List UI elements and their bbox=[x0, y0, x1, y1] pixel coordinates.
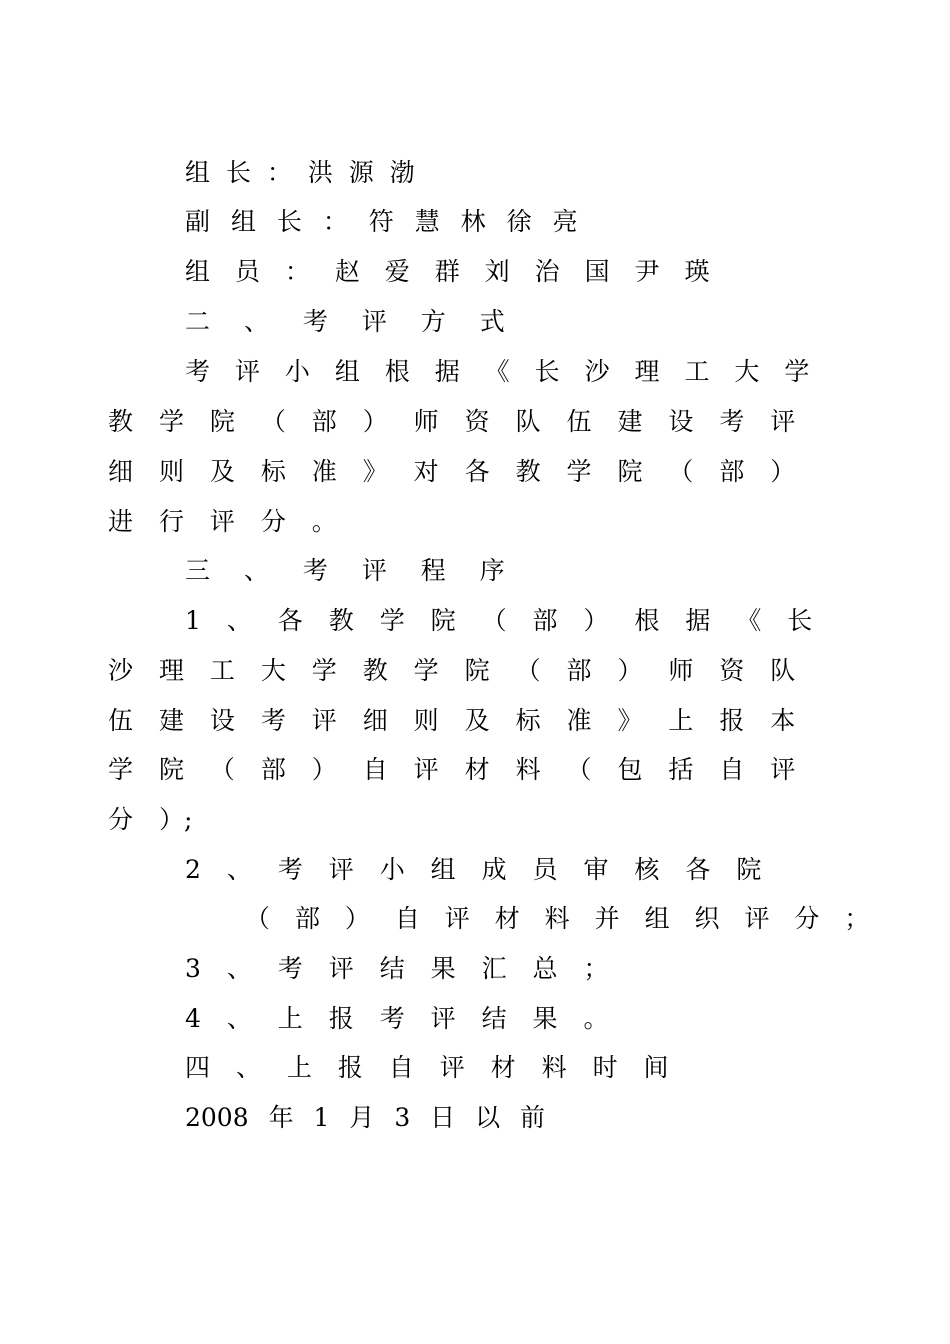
step-1-line-3: 伍 建 设 考 评 细 则 及 标 准 》 上 报 本 bbox=[108, 706, 796, 735]
step-1-line-1: 1 、 各 教 学 院 （ 部 ） 根 据 《 长 bbox=[185, 606, 813, 635]
section-2-heading: 二 、 考 评 方 式 bbox=[185, 307, 505, 336]
step-4-line: 4 、 上 报 考 评 结 果 。 bbox=[185, 1004, 609, 1033]
section-2-para-line-1: 考 评 小 组 根 据 《 长 沙 理 工 大 学 bbox=[185, 357, 810, 386]
section-2-para-line-3: 细 则 及 标 准 》 对 各 教 学 院 （ 部 ） bbox=[108, 457, 796, 486]
deadline-date: 2008 年 1 月 3 日 以 前 bbox=[185, 1103, 546, 1132]
team-leader-line: 组 长 ： 洪 源 渤 bbox=[185, 158, 415, 187]
step-1-line-4: 学 院 （ 部 ） 自 评 材 料 （ 包 括 自 评 bbox=[108, 755, 796, 784]
step-2-line-1: 2 、 考 评 小 组 成 员 审 核 各 院 bbox=[185, 855, 762, 884]
members-line: 组 员 ： 赵 爱 群 刘 治 国 尹 瑛 bbox=[185, 257, 710, 286]
deputy-leader-line: 副 组 长 ： 符 慧 林 徐 亮 bbox=[185, 207, 578, 236]
section-2-para-line-2: 教 学 院 （ 部 ） 师 资 队 伍 建 设 考 评 bbox=[108, 407, 796, 436]
section-3-heading: 三 、 考 评 程 序 bbox=[185, 556, 505, 585]
step-2-line-2: （ 部 ） 自 评 材 料 并 组 织 评 分 ； bbox=[245, 904, 870, 933]
step-3-line: 3 、 考 评 结 果 汇 总 ； bbox=[185, 954, 609, 983]
section-2-para-line-4: 进 行 评 分 。 bbox=[108, 507, 337, 536]
step-1-line-2: 沙 理 工 大 学 教 学 院 （ 部 ） 师 资 队 bbox=[108, 656, 796, 685]
section-4-heading: 四 、 上 报 自 评 材 料 时 间 bbox=[185, 1053, 669, 1082]
step-1-line-5: 分 ）; bbox=[108, 805, 193, 834]
